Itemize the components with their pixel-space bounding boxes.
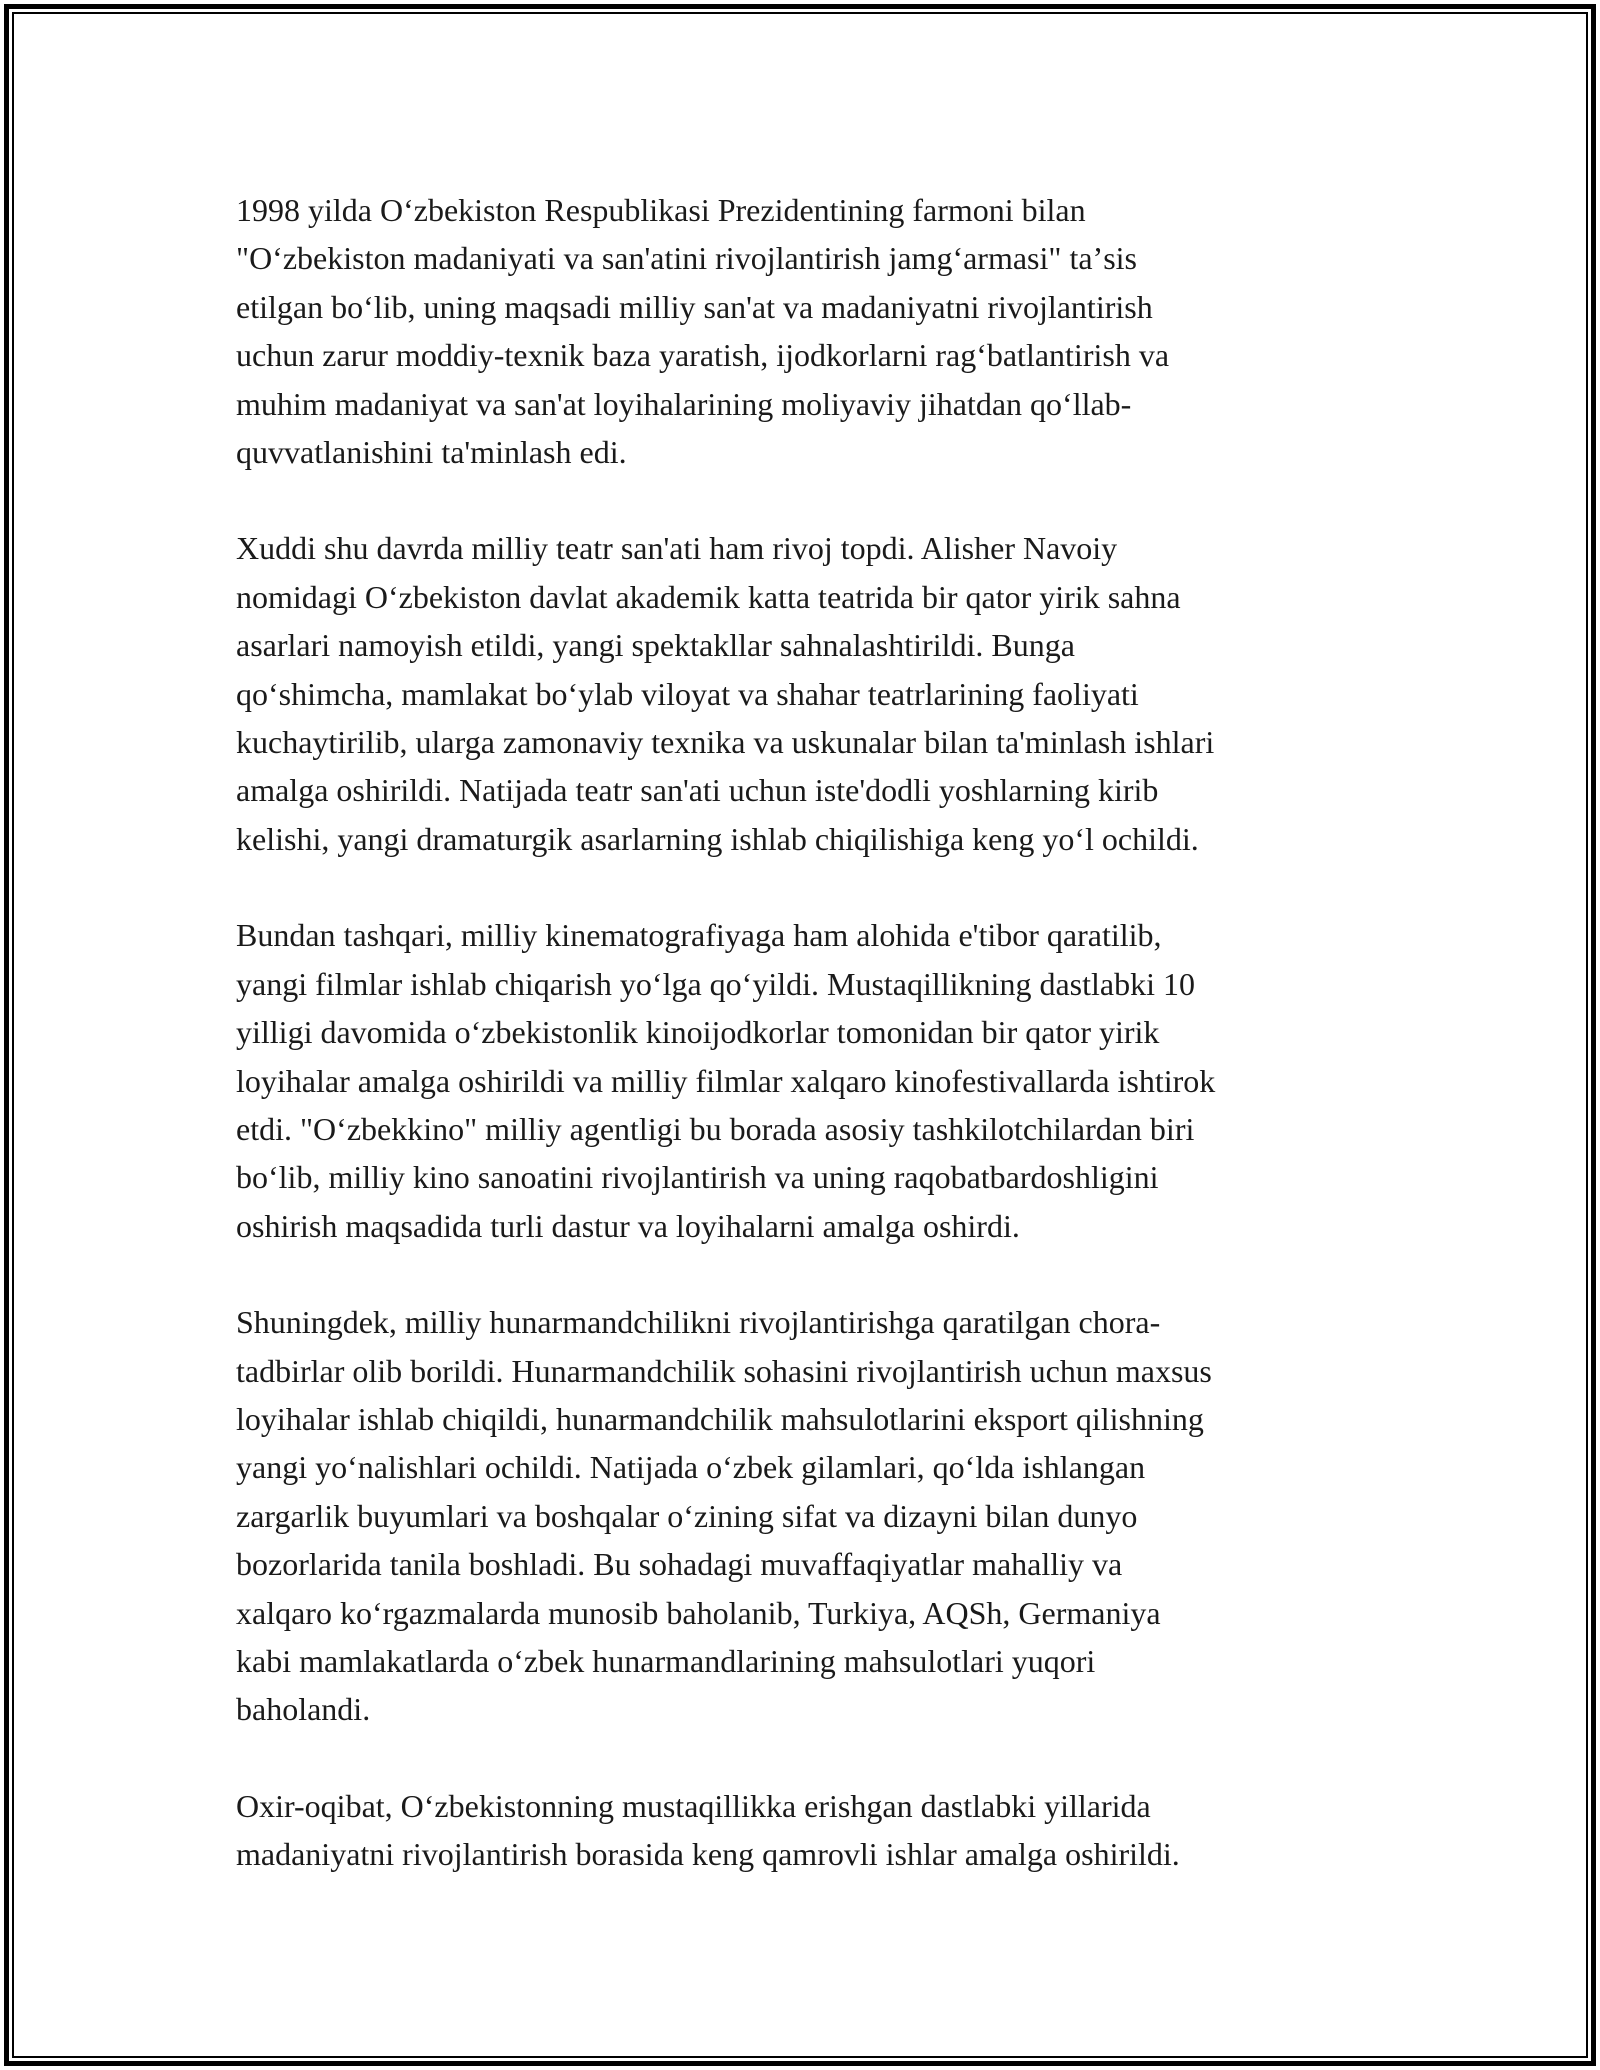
paragraph-conclusion: Oxir-oqibat, Oʻzbekistonning mustaqillikka erishgan dastlabki yillarida madaniyatni rivojlantirish borasida keng qamrovli ishlar amalga oshirildi.	[236, 1787, 1180, 1873]
paragraph-foundation: 1998 yilda Oʻzbekiston Respublikasi Prezidentining farmoni bilan "Oʻzbekiston madaniyati va san'atini rivojlantirish jamgʻarmasi" taʼsis etilgan boʻlib, uning maqsadi milliy san'at va madaniyatni rivojlantirish uchun zarur moddiy-texnik baza yaratish, ijodkorlarni ragʻbatlantirish va muhim madaniyat va san'at loyihalarining moliyaviy jihatdan qoʻllab- quvvatlanishini ta'minlash edi.	[236, 192, 1170, 471]
paragraph-crafts: Shuningdek, milliy hunarmandchilikni rivojlantirishga qaratilgan chora- tadbirlar olib borildi. Hunarmandchilik sohasini rivojlantirish uchun maxsus loyihalar ishlab chiqildi, hunarmandchilik mahsulotlarini eksport qilishning yangi yoʻnalishlari ochildi. Natijada oʻzbek gilamlari, qoʻlda ishlangan zargarlik buyumlari va boshqalar oʻzining sifat va dizayni bilan dunyo bozorlarida tanila boshladi. Bu sohadagi muvaffaqiyatlar mahalliy va xalqaro koʻrgazmalarda munosib baholanib, Turkiya, AQSh, Germaniya kabi mamlakatlarda oʻzbek hunarmandlarining mahsulotlari yuqori baholandi.	[236, 1304, 1212, 1728]
paragraph-cinema: Bundan tashqari, milliy kinematografiyaga ham alohida e'tibor qaratilib, yangi filmlar ishlab chiqarish yoʻlga qoʻyildi. Mustaqillikning dastlabki 10 yilligi davomida oʻzbekistonlik kinoijodkorlar tomonidan bir qator yirik loyihalar amalga oshirildi va milliy filmlar xalqaro kinofestivallarda ishtirok etdi. "Oʻzbekkino" milliy agentligi bu borada asosiy tashkilotchilardan biri boʻlib, milliy kino sanoatini rivojlantirish va uning raqobatbardoshligini oshirish maqsadida turli dastur va loyihalarni amalga oshirdi.	[236, 917, 1216, 1244]
paragraph-theatre: Xuddi shu davrda milliy teatr san'ati ham rivoj topdi. Alisher Navoiy nomidagi Oʻzbekiston davlat akademik katta teatrida bir qator yirik sahna asarlari namoyish etildi, yangi spektakllar sahnalashtirildi. Bunga qoʻshimcha, mamlakat boʻylab viloyat va shahar teatrlarining faoliyati kuchaytirilib, ularga zamonaviy texnika va uskunalar bilan ta'minlash ishlari amalga oshirildi. Natijada teatr san'ati uchun iste'dodli yoshlarning kirib kelishi, yangi dramaturgik asarlarning ishlab chiqilishiga keng yoʻl ochildi.	[236, 530, 1215, 857]
document-body	[236, 186, 1376, 1927]
